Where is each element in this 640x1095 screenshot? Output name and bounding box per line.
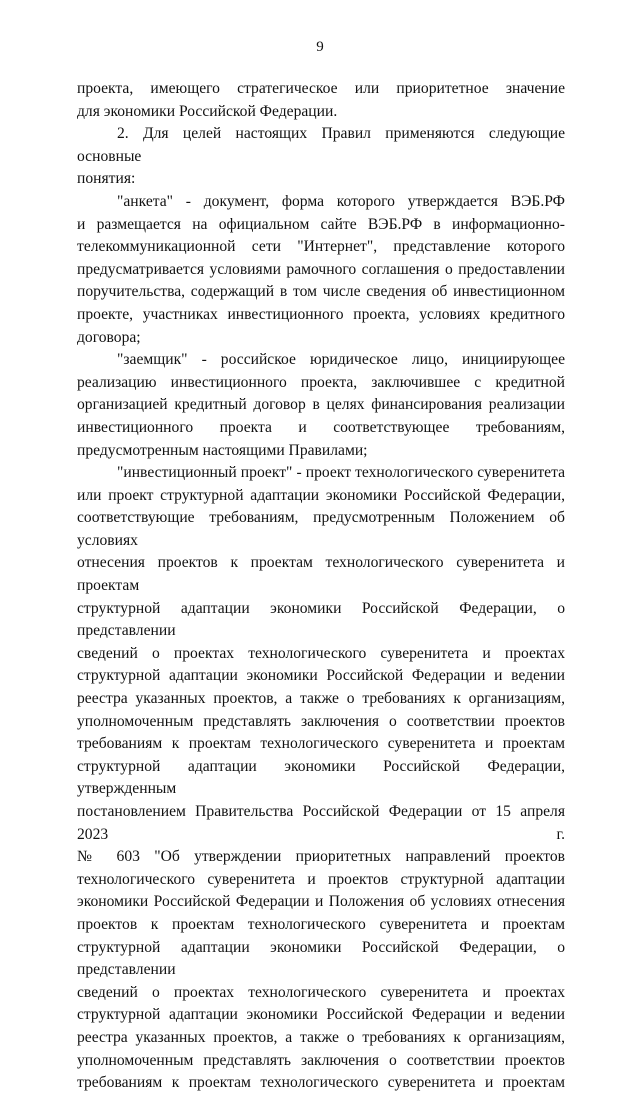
paragraph (77, 123, 565, 191)
text-line: требованиям к проектам технологического суверенитета и проектам (77, 1074, 565, 1092)
text-line: проекте, участниках инвестиционного проекта, условиях кредитного (77, 305, 565, 323)
text-line: структурной адаптации экономики Российской Федерации и ведении (77, 1006, 565, 1024)
text-line: 2. Для целей настоящих Правил применяются следующие основные (77, 125, 565, 165)
text-line: "инвестиционный проект" - проект технологического суверенитета (117, 464, 565, 482)
text-line: предусмотренным настоящими Правилами; (77, 441, 368, 459)
text-line: сведений о проектах технологического суверенитета и проектах (77, 644, 565, 662)
text-line: технологического суверенитета и проектов структурной адаптации (77, 870, 565, 888)
text-line: проектов к проектам технологического суверенитета и проектам (77, 915, 565, 933)
text-line: для экономики Российской Федерации. (77, 102, 338, 120)
text-line: уполномоченным представлять заключения о соответствии проектов (77, 712, 565, 730)
paragraph (77, 78, 565, 123)
text-line: отнесения проектов к проектам технологического суверенитета и проектам (77, 554, 565, 595)
text-line: поручительства, содержащий в том числе сведения об инвестиционном (77, 283, 565, 301)
text-line: предусматривается условиями рамочного соглашения о предоставлении (77, 260, 565, 278)
text-line: реестра указанных проектов, а также о требованиях к организациям, (77, 1028, 565, 1046)
text-line: телекоммуникационной сети "Интернет", представление которого (77, 238, 565, 256)
text-line: постановлением Правительства Российской Федерации от 15 апреля 2023 г. (77, 803, 565, 843)
text-line: соответствующие требованиям, предусмотренным Положением об условиях (77, 509, 565, 549)
text-line: структурной адаптации экономики Российской Федерации, о представлении (77, 938, 565, 979)
text-line: сведений о проектах технологического суверенитета и проектах (77, 983, 565, 1001)
paragraph (77, 191, 565, 349)
text-line: организацией кредитный договор в целях финансирования реализации (77, 396, 565, 414)
paragraph (77, 349, 565, 462)
text-line: уполномоченным представлять заключения о соответствии проектов (77, 1051, 565, 1069)
paragraph (77, 462, 565, 1095)
text-line: договора; (77, 328, 141, 346)
text-line: или проект структурной адаптации экономики Российской Федерации, (77, 486, 565, 504)
text-line: № 603 "Об утверждении приоритетных направлений проектов (77, 848, 565, 866)
text-line: понятия: (77, 170, 136, 188)
text-line: "заемщик" - российское юридическое лицо, инициирующее (117, 351, 565, 369)
text-line: проекта, имеющего стратегическое или приоритетное значение (77, 80, 565, 97)
text-line: структурной адаптации экономики Российской Федерации, утвержденным (77, 757, 565, 798)
text-line: реестра указанных проектов, а также о требованиях к организациям, (77, 690, 565, 708)
text-line: экономики Российской Федерации и Положения об условиях отнесения (77, 893, 565, 911)
page-number: 9 (316, 39, 324, 55)
text-line: требованиям к проектам технологического суверенитета и проектам (77, 735, 565, 753)
text-line: реализацию инвестиционного проекта, заключившее с кредитной (77, 373, 565, 391)
text-line: "анкета" - документ, форма которого утверждается ВЭБ.РФ (117, 192, 565, 210)
text-line: структурной адаптации экономики Российской Федерации и ведении (77, 667, 565, 685)
text-line: и размещается на официальном сайте ВЭБ.РФ в информационно- (77, 215, 565, 233)
document-body (77, 78, 565, 1095)
text-line: структурной адаптации экономики Российской Федерации, о представлении (77, 599, 565, 640)
text-line: инвестиционного проекта и соответствующее требованиям, (77, 418, 565, 436)
